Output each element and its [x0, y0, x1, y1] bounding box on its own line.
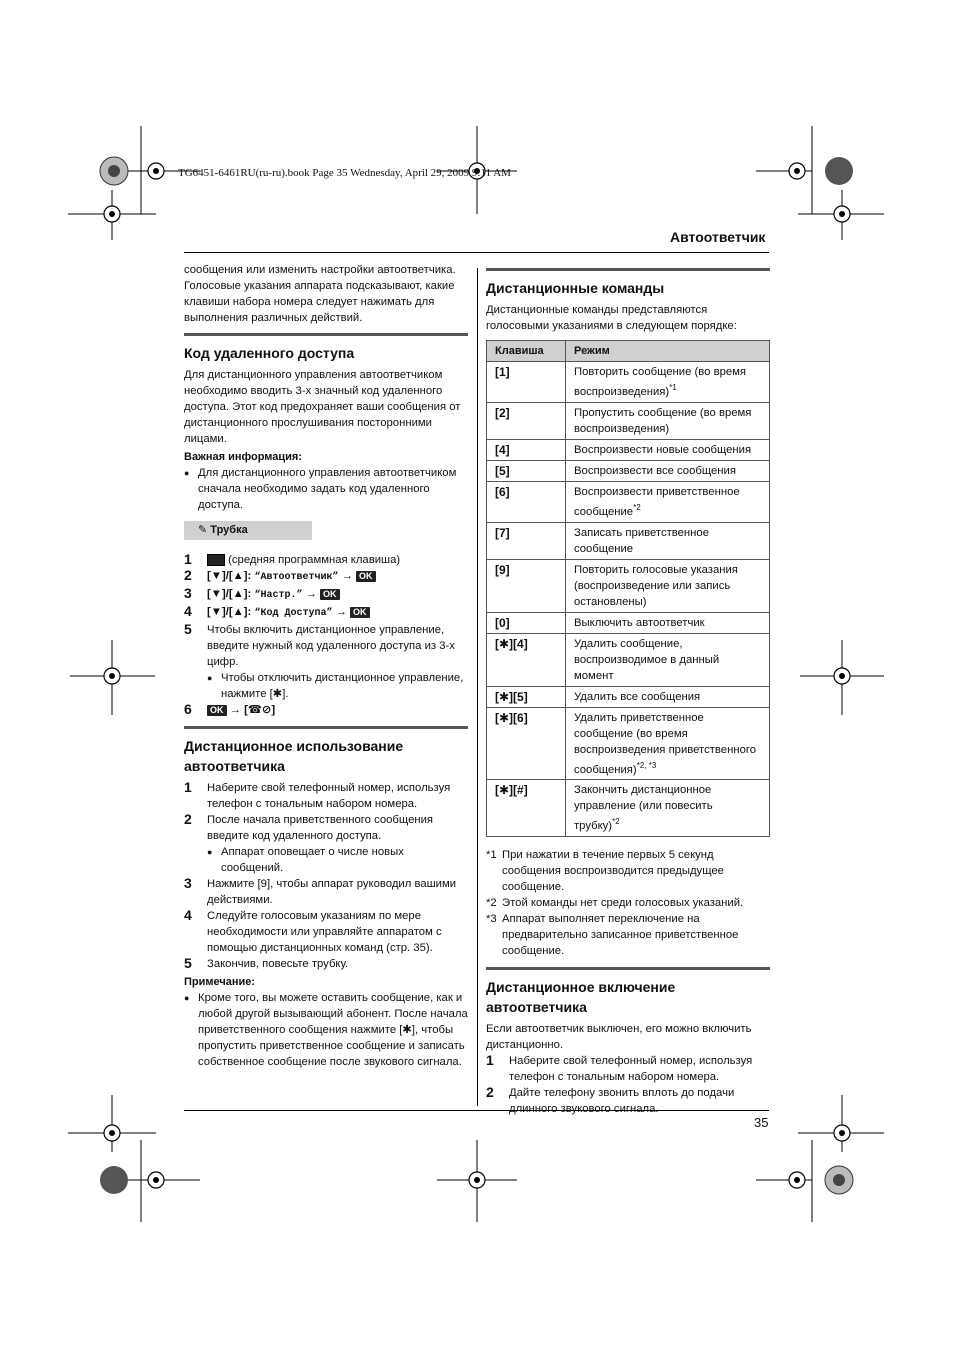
right-column — [486, 268, 770, 1117]
key-cell: [7] — [487, 522, 566, 559]
mode-cell: Закончить дистанционное управление (или повесить трубку)$^{*2}$ — [566, 780, 770, 837]
col-mode-header: Режим — [566, 341, 770, 362]
handset-label: Трубка — [210, 524, 248, 536]
table-row — [487, 780, 770, 837]
mode-cell: Повторить голосовые указания (воспроизведение или запись остановлены) — [566, 559, 770, 612]
key-cell: [✱][5] — [487, 686, 566, 707]
table-row — [487, 707, 770, 780]
code-text: Для дистанционного управления автоответчиком необходимо вводить 3-х значный код удаленного доступа. Этот код предохраняет ваши сообщения от дистанционного прослушивания посторонними лицами. — [184, 369, 461, 445]
key-cell: [4] — [487, 439, 566, 460]
mode-cell: Удалить все сообщения — [566, 686, 770, 707]
note-label: Примечание: — [184, 976, 256, 988]
mode-cell: Воспроизвести приветственное сообщение$^{*2}$ — [566, 481, 770, 522]
ok-icon: OK — [350, 607, 370, 618]
table-row — [487, 439, 770, 460]
table-row — [487, 402, 770, 439]
file-header: TG6451-6461RU(ru-ru).book Page 35 Wednesday, April 29, 2009 9:11 AM — [178, 167, 511, 179]
menu-key-icon — [207, 554, 225, 566]
table-row — [487, 612, 770, 633]
section-bar — [486, 268, 770, 271]
code-step-6: 6 OK → [☎⊘] — [184, 701, 276, 717]
mode-cell: Повторить сообщение (во время воспроизведения)$^{*1}$ — [566, 362, 770, 403]
section-bar — [486, 967, 770, 970]
code-title: Код удаленного доступа — [184, 345, 355, 361]
key-cell: [0] — [487, 612, 566, 633]
mode-cell: Воспроизвести новые сообщения — [566, 439, 770, 460]
table-row — [487, 522, 770, 559]
important-label: Важная информация: — [184, 451, 302, 463]
table-row — [487, 481, 770, 522]
table-row — [487, 362, 770, 403]
section-bar — [184, 333, 468, 336]
key-cell: [✱][6] — [487, 707, 566, 780]
important-bullet: ● Для дистанционного управления автоответчиком сначала необходимо задать код удаленного доступа. — [184, 465, 468, 513]
table-row — [487, 460, 770, 481]
section-bar — [184, 726, 468, 729]
commands-title: Дистанционные команды — [486, 280, 665, 296]
table-row — [487, 686, 770, 707]
mode-cell: Воспроизвести все сообщения — [566, 460, 770, 481]
code-step-3: 3 [▼]/[▲]: “Настр.” → OK — [184, 586, 468, 604]
table-row — [487, 559, 770, 612]
key-cell: [9] — [487, 559, 566, 612]
turn-on-title: Дистанционное включение автоответчика — [486, 979, 676, 1016]
remote-step-3: 3 Нажмите [9], чтобы аппарат руководил вашими действиями. — [184, 875, 457, 906]
code-step-4: 4 [▼]/[▲]: “Код Доступа” → OK — [184, 604, 468, 622]
code-step-2: 2 [▼]/[▲]: “Автоответчик” → OK — [184, 568, 468, 586]
ok-icon: OK — [356, 571, 376, 582]
remote-step-5: 5 Закончив, повесьте трубку. — [184, 955, 349, 971]
mode-cell: Удалить приветственное сообщение (во время воспроизведения приветственного сообщения)$^{*2, *3}$ — [566, 707, 770, 780]
turn-on-step-1: 1 Наберите свой телефонный номер, используя телефон с тональным набором номера. — [486, 1052, 753, 1084]
pencil-icon: ✎ — [198, 524, 208, 536]
mode-cell: Удалить сообщение, воспроизводимое в данный момент — [566, 633, 770, 686]
key-cell: [✱][#] — [487, 780, 566, 837]
table-row — [487, 633, 770, 686]
remote-step-4: 4 Следуйте голосовым указаниям по мере необходимости или управляйте аппаратом с помощью дистанционных команд (стр. 35). — [184, 907, 442, 954]
note-bullet: ● Кроме того, вы можете оставить сообщение, как и любой другой вызывающий абонент. После начала приветственного сообщения нажмите [✱], чтобы пропустить приветственное сообщение и записать собственное сообщение после звукового сигнала. — [184, 990, 468, 1070]
code-step-5: 5 Чтобы включить дистанционное управление, введите нужный код удаленного доступа из 3-х цифр. — [184, 621, 455, 668]
key-cell: [6] — [487, 481, 566, 522]
turn-on-intro: Если автоответчик выключен, его можно включить дистанционно. — [486, 1023, 752, 1052]
key-cell: [2] — [487, 402, 566, 439]
handset-tag — [184, 521, 312, 540]
footnotes — [486, 847, 770, 959]
mode-cell: Записать приветственное сообщение — [566, 522, 770, 559]
header-rule — [184, 252, 769, 253]
footnote: *2 Этой команды нет среди голосовых указаний. — [486, 897, 744, 910]
key-cell: [5] — [487, 460, 566, 481]
footnote: *1 При нажатии в течение первых 5 секунд сообщения воспроизводится предыдущее сообщение. — [486, 849, 724, 894]
section-title: Автоответчик — [670, 229, 766, 245]
page-number: 35 — [754, 1115, 769, 1130]
ok-icon: OK — [320, 589, 340, 600]
code-step-5-bullet: ● Чтобы отключить дистанционное управление, нажмите [✱]. — [207, 670, 468, 702]
key-cell: [1] — [487, 362, 566, 403]
mode-cell: Пропустить сообщение (во время воспроизведения) — [566, 402, 770, 439]
code-step-1: 1 (средняя программная клавиша) — [184, 551, 401, 567]
remote-title: Дистанционное использование автоответчика — [184, 738, 404, 774]
left-column — [184, 262, 468, 1070]
footnote: *3 Аппарат выполняет переключение на предварительно записанное приветственное сообщение. — [486, 913, 739, 958]
remote-step-2: 2 После начала приветственного сообщения введите код удаленного доступа. — [184, 811, 434, 842]
mode-cell: Выключить автоответчик — [566, 612, 770, 633]
turn-on-step-2: 2 Дайте телефону звонить вплоть до подачи длинного звукового сигнала. — [486, 1084, 735, 1116]
remote-step-2-bullet: ● Аппарат оповещает о числе новых сообщений. — [207, 844, 468, 876]
intro-text: сообщения или изменить настройки автоответчика. Голосовые указания аппарата подсказывают, какие клавиши набора номера следует нажимать для выполнения различных действий. — [184, 264, 456, 324]
column-divider — [477, 268, 478, 1106]
col-key-header: Клавиша — [487, 341, 566, 362]
off-key-icon: [☎⊘] — [244, 704, 276, 716]
remote-step-1: 1 Наберите свой телефонный номер, используя телефон с тональным набором номера. — [184, 779, 451, 810]
key-cell: [✱][4] — [487, 633, 566, 686]
commands-table — [486, 340, 770, 837]
ok-icon: OK — [207, 705, 227, 716]
commands-intro: Дистанционные команды представляются голосовыми указаниями в следующем порядке: — [486, 304, 737, 332]
